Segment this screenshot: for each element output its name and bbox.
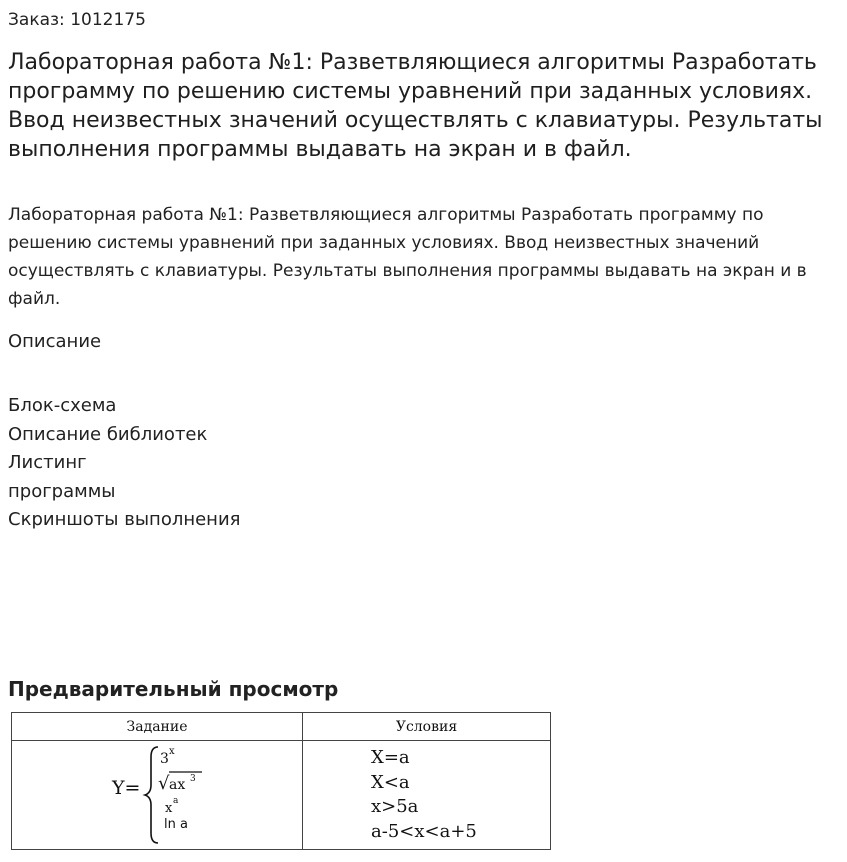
condition-item: x>5a [371,796,419,817]
conditions-list [303,746,550,844]
contents-item: Листинг [8,452,87,474]
table-header-row [12,713,551,741]
case-base: 3 [160,751,169,767]
condition-item: X<a [371,771,410,793]
table-row [12,741,551,850]
description-text: Лабораторная работа №1: Разветвляющиеся алгоритмы Разработать программу по решению системы уравнений при заданных условиях. Ввод неизвестных значений осуществлять с клавиатуры. Результаты выполнения программы выдавать на экран и в файл. [8,205,807,309]
contents-list [8,392,240,535]
contents-item: Блок-схема [8,395,117,416]
description-heading: Описание [8,331,102,352]
case-exponent: a [173,796,179,806]
contents-item: Скриншоты выполнения [8,509,241,531]
order-number-line [8,8,146,32]
conditions-cell [303,741,551,850]
formula-cell [12,741,303,850]
sqrt-radicand: ax [169,777,186,793]
condition-item: a-5<x<a+5 [371,820,477,842]
sqrt-sign: √ [158,773,170,794]
header-task: Задание [12,713,303,741]
case-log: ln a [164,817,188,832]
page-title: Лабораторная работа №1: Разветвляющиеся алгоритмы Разработать программу по решению системы уравнений при заданных условиях. Ввод неизвестных значений осуществлять с клавиатуры. Результаты выполнения программы выдавать на экран и в файл. [8,50,823,162]
case-base: x [165,801,173,816]
case-exponent: x [169,746,175,757]
order-label: Заказ: [8,10,65,30]
contents-item: программы [8,480,116,502]
preview-table [11,712,551,850]
order-number: 1012175 [70,10,146,30]
preview-heading: Предварительный просмотр [8,677,339,701]
radicand-exponent: 3 [190,774,196,784]
piecewise-formula [12,741,302,849]
brace-icon [145,747,158,843]
header-conditions: Условия [303,713,551,741]
condition-item: X=a [371,747,410,768]
contents-item: Описание библиотек [8,423,208,445]
formula-lhs: Y= [112,777,141,799]
